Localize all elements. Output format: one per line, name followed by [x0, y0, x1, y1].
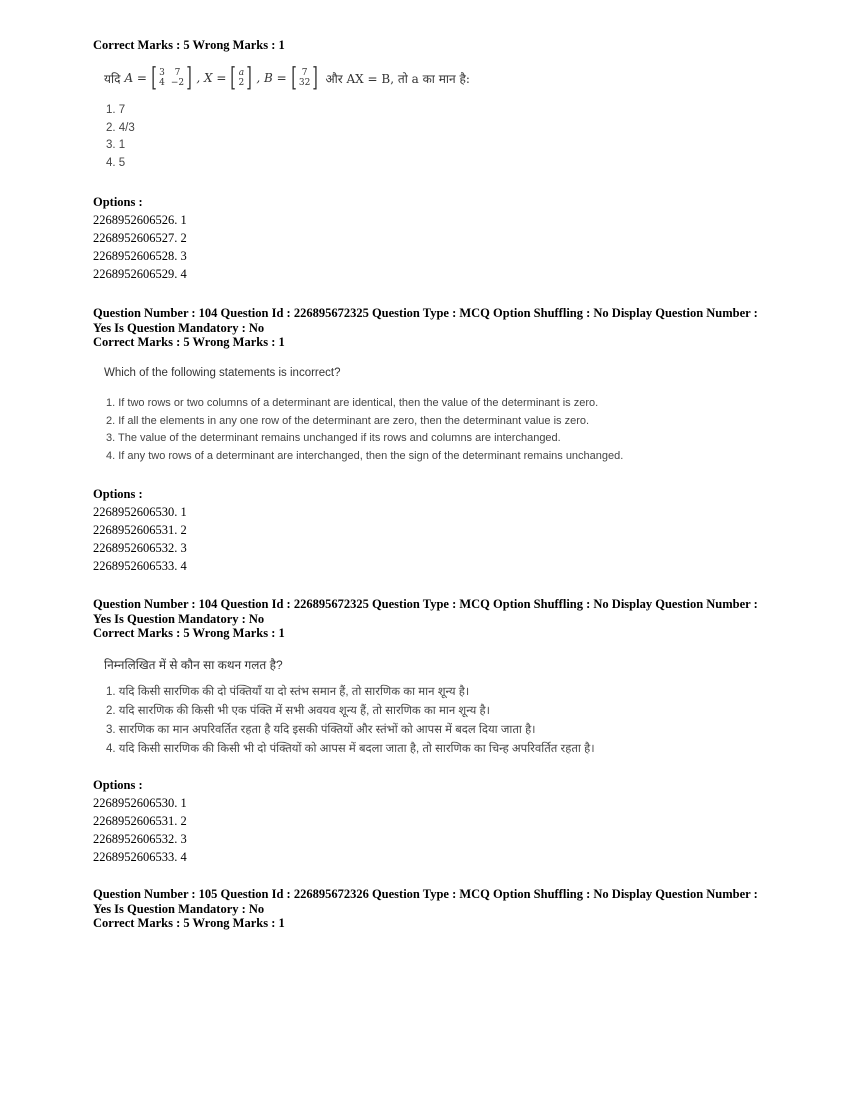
- q103-question-math: [104, 64, 470, 92]
- q104-hi-option-ids: [93, 794, 187, 866]
- q104-hi-question: निम्नलिखित में से कौन सा कथन गलत है?: [104, 658, 283, 672]
- option-id: 2268952606533. 4: [93, 850, 187, 864]
- option-item: 1. If two rows or two columns of a determinant are identical, then the value of the determinant is zero.: [106, 397, 599, 409]
- option-item: 2. 4/3: [106, 121, 135, 134]
- q103-option-ids: [93, 211, 187, 283]
- option-item: 3. The value of the determinant remains unchanged if its rows and columns are interchanged.: [106, 432, 561, 444]
- option-id: 2268952606532. 3: [93, 541, 187, 555]
- matrix-cell: 3: [159, 68, 165, 78]
- matrix-x: [ a 2 ]: [230, 63, 253, 93]
- option-id: 2268952606533. 4: [93, 559, 187, 573]
- matrix-cell: 4: [159, 78, 165, 88]
- q104-en-marks: Correct Marks : 5 Wrong Marks : 1: [93, 335, 285, 349]
- q103-options-list: [106, 104, 135, 174]
- q104-en-options-label: Options :: [93, 487, 143, 501]
- matrix-a-label: A =: [124, 71, 147, 85]
- option-id: 2268952606529. 4: [93, 267, 187, 281]
- q104-hi-options-list: [106, 684, 595, 760]
- matrix-x-label: , X =: [196, 71, 227, 85]
- option-item: 1. 7: [106, 104, 126, 116]
- q104-en-question: Which of the following statements is incorrect?: [104, 367, 341, 379]
- q104-en-header: Question Number : 104 Question Id : 226895672325 Question Type : MCQ Option Shuffling : No Display Question Number : Yes Is Question Mandatory : No: [93, 306, 758, 335]
- matrix-cell: 7: [174, 68, 181, 78]
- matrix-b: [ 7 32 ]: [291, 63, 319, 93]
- option-id: 2268952606530. 1: [93, 796, 187, 810]
- option-id: 2268952606527. 2: [93, 231, 187, 245]
- q104-en-options-list: [106, 397, 623, 467]
- option-item: 2. If all the elements in any one row of the determinant are zero, then the determinant value is zero.: [106, 414, 590, 427]
- matrix-a: [ 3 7 4 −2 ]: [151, 63, 193, 93]
- q103-options-label: Options :: [93, 195, 143, 209]
- option-id: 2268952606532. 3: [93, 832, 187, 846]
- option-id: 2268952606530. 1: [93, 505, 187, 519]
- option-id: 2268952606526. 1: [93, 213, 187, 227]
- option-id: 2268952606528. 3: [93, 249, 187, 263]
- option-id: 2268952606531. 2: [93, 523, 187, 537]
- q104-en-option-ids: [93, 503, 187, 575]
- option-id: 2268952606531. 2: [93, 814, 187, 828]
- option-item: 3. 1: [106, 139, 126, 151]
- q105-header: Question Number : 105 Question Id : 226895672326 Question Type : MCQ Option Shuffling : No Display Question Number : Yes Is Question Mandatory : No: [93, 887, 758, 916]
- q105-marks: Correct Marks : 5 Wrong Marks : 1: [93, 916, 285, 930]
- option-item: 1. यदि किसी सारणिक की दो पंक्तियाँ या दो स्तंभ समान हैं, तो सारणिक का मान शून्य है।: [106, 686, 470, 698]
- option-item: 2. यदि सारणिक की किसी भी एक पंक्ति में सभी अवयव शून्य हैं, तो सारणिक का मान शून्य है।: [106, 705, 490, 717]
- option-item: 3. सारणिक का मान अपरिवर्तित रहता है यदि इसकी पंक्तियों और स्तंभों को आपस में बदल दिया जाता है।: [106, 724, 536, 736]
- q104-hi-options-label: Options :: [93, 778, 143, 792]
- math-tail: और AX = B, तो a का मान है:: [325, 71, 470, 86]
- matrix-b-label: , B =: [256, 71, 287, 85]
- math-lead: यदि: [104, 71, 121, 86]
- matrix-cell: 7: [301, 68, 308, 78]
- matrix-cell: 2: [238, 78, 245, 88]
- option-item: 4. 5: [106, 156, 126, 169]
- matrix-cell: 32: [298, 78, 311, 88]
- option-item: 4. If any two rows of a determinant are interchanged, then the sign of the determinant remains unchanged.: [106, 449, 624, 462]
- option-item: 4. यदि किसी सारणिक की किसी भी दो पंक्तियों को आपस में बदला जाता है, तो सारणिक का चिन्ह अपरिवर्तित रहता है।: [106, 743, 595, 755]
- matrix-cell: −2: [170, 78, 185, 88]
- matrix-cell: a: [238, 68, 245, 78]
- q104-hi-header: Question Number : 104 Question Id : 226895672325 Question Type : MCQ Option Shuffling : No Display Question Number : Yes Is Question Mandatory : No: [93, 597, 758, 626]
- q104-hi-marks: Correct Marks : 5 Wrong Marks : 1: [93, 626, 285, 640]
- q103-marks: Correct Marks : 5 Wrong Marks : 1: [93, 38, 285, 52]
